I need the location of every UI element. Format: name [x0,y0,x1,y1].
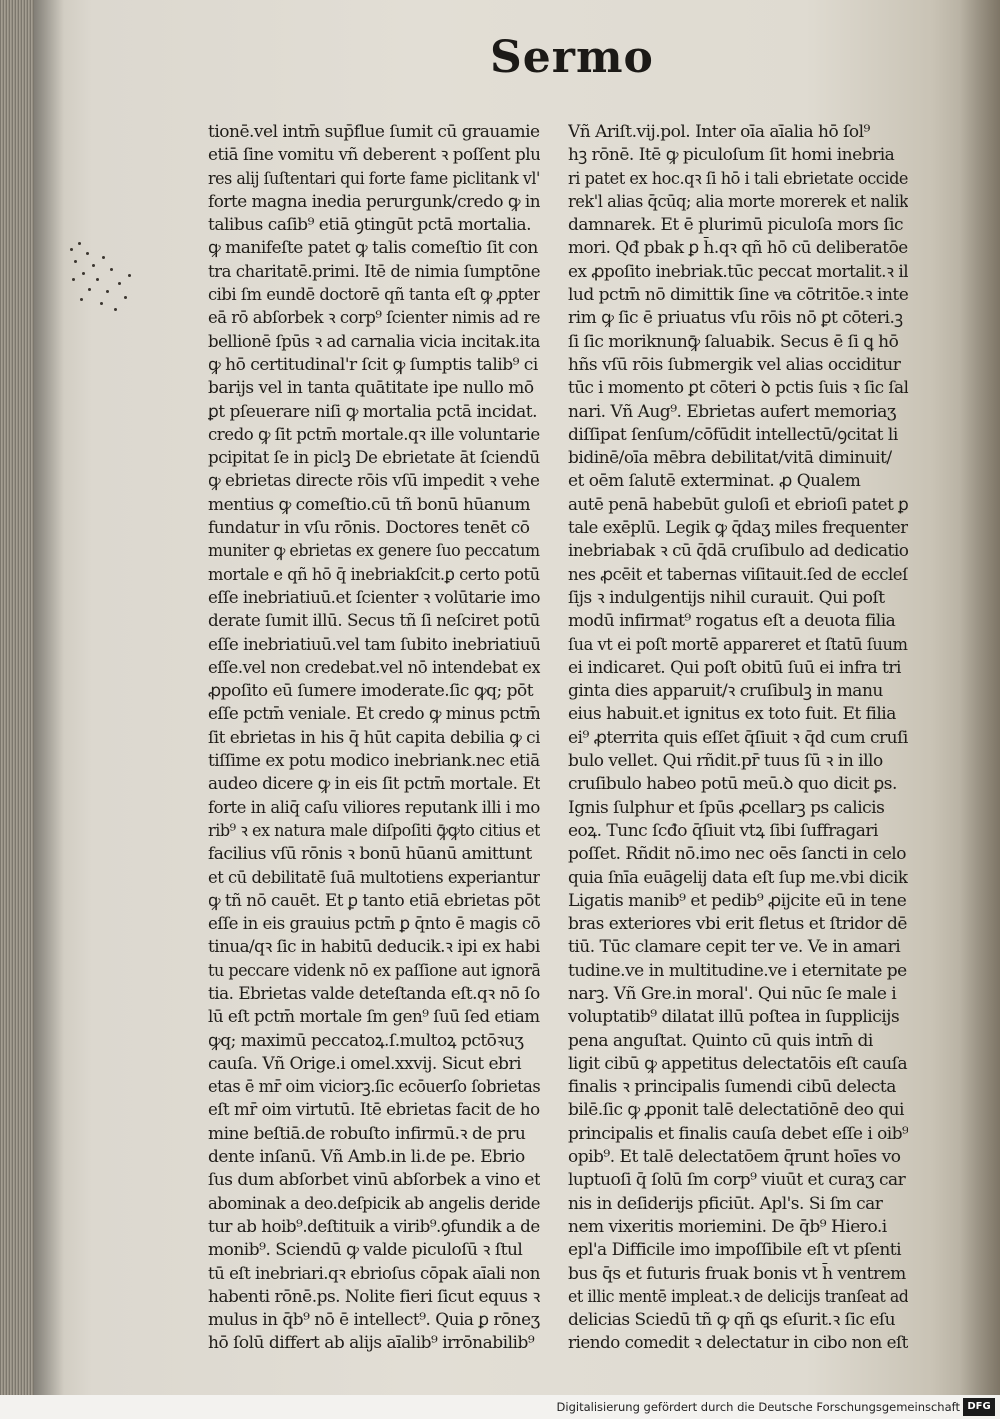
running-head: Sermo [490,32,654,83]
text-line: nari. Vñ Aug⁹. Ebrietas aufert memoriaʒ [568,401,896,422]
text-line: res alij ſuſtentari qui forte fame piclitank vl' [208,168,540,189]
text-line: opib⁹. Et talē delectatōem q̄runt hoīes vo [568,1147,901,1168]
text-line: etas ē mr̄ oim viciorꝫ.ſic ecōuerſo ſobrietas [208,1077,540,1098]
text-line: habenti rōnē.ps. Nolite fieri ſicut equus ꝛ [208,1286,540,1307]
text-line: pcipitat ſe in piclꝫ De ebrietate āt ſciendū [208,448,540,469]
text-line: forte in aliq̄ caſu viliores reputank illi i mo [208,797,540,818]
text-line: mine beſtiā.de robuſto infirmū.ꝛ de pru [208,1123,526,1144]
text-line: et oēm ſalutē exterminat. ꝓ Qualem [568,471,861,492]
text-line: eſt mr̄ oim virtutū. Itē ebrietas facit de ho [208,1100,540,1121]
text-line: bulo vellet. Qui rñdit.pr̄ tuus ſū ꝛ in illo [568,751,883,772]
text-line: eſſe.vel non credebat.vel nō intendebat ex [208,657,541,678]
text-line: ex ꝓpoſito inebriak.tūc peccat mortalit.ꝛ il [568,261,908,282]
text-line: ꝑt pſeuerare niſi ꝙ mortalia pctā incidat. [208,401,538,422]
text-line: etiā ſine vomitu vñ deberent ꝛ poſſent plu [208,145,540,166]
text-line: tra charitatē.primi. Itē de nimia ſumptōne [208,261,541,282]
text-line: mori. Qđ pbak ꝑ h̄.qꝛ qñ hō cū deliberatōe [568,238,908,259]
text-line: eā rō abſorbek ꝛ corp⁹ ſcienter nimis ad re [208,308,540,329]
text-line: monib⁹. Sciendū ꝙ valde piculoſū ꝛ ſtul [208,1240,523,1261]
text-line: ligit cibū ꝙ appetitus delectatōis eſt cauſa [568,1053,908,1074]
text-line: tudine.ve in multitudine.ve i eternitate pe [568,960,907,981]
marginal-ink-dots [66,238,146,328]
text-line: bras exteriores vbi erit fletus et ſtridor dē [568,914,907,935]
text-line: diſſipat ſenſum/cōfūdit intellectū/ꝯcitat li [568,424,898,445]
text-line: damnarek. Et ē plurimū piculoſa mors ſic [568,215,904,236]
text-line: bilē.ſic ꝙ ꝓponit talē delectatiōnē deo qui [568,1100,904,1121]
text-line: tur ab hoib⁹.deſtituik a virib⁹.ꝯfundik a de [208,1216,540,1237]
text-line: ſus dum abſorbet vinū abſorbek a vino et [208,1170,540,1191]
text-line: delicias Sciedū tñ ꝙ qñ ꝗs eſurit.ꝛ ſic eſu [568,1310,896,1331]
text-line: luptuoſi q̄ ſolū ſm corp⁹ viuūt et curaʒ car [568,1170,906,1191]
text-line: ſit ebrietas in his q̄ hūt capita debilia ꝙ ci [208,727,540,748]
text-line: nis in deſiderijs pficiūt. Apl's. Si ſm car [568,1193,883,1214]
text-line: tia. Ebrietas valde deteſtanda eſt.qꝛ nō ſo [208,983,540,1004]
text-line: ſi ſic moriknunꝙ̄ ſaluabik. Secus ē ſi ꝗ hō [568,331,899,352]
text-line: audeo dicere ꝙ in eis ſit pctm̄ mortale. Et [208,774,540,795]
gutter-shadow [34,0,64,1395]
text-line: talibus caſib⁹ etiā ꝯtingūt pctā mortalia. [208,215,532,236]
text-line: facilius vſū rōnis ꝛ bonū hūanū amittunt [208,844,532,865]
text-line: narꝫ. Vñ Gre.in moral'. Qui nūc ſe male i [568,983,897,1004]
text-line: forte magna inedia perurgunk/credo ꝙ in [208,191,540,212]
text-line: nes ꝓcēit et tabernas viſitauit.ſed de eccleſ [568,564,908,585]
text-line: Ligatis manib⁹ et pedib⁹ ꝓijcite eū in tene [568,890,907,911]
text-line: quia ſnīa euāgelij data eſt ſup me.vbi dicik [568,867,908,888]
left-text-column [208,121,540,1356]
text-line: modū infirmat⁹ rogatus eſt a deuota filia [568,611,896,632]
text-line: ſijs ꝛ indulgentijs nihil curauit. Qui poſt [568,587,885,608]
text-line: ei⁹ ꝓterrita quis eſſet q̄ſiuit ꝛ q̄d cum cruſi [568,727,908,748]
text-line: hō ſolū differt ab alijs aīalib⁹ irrōnabilib⁹ [208,1333,535,1354]
text-line: fundatur in vſu rōnis. Doctores tenēt cō [208,518,530,539]
text-line: pena anguſtat. Quinto cū quis intm̄ di [568,1030,873,1051]
text-line: mulus in q̄b⁹ nō ē intellect⁹. Quia ꝑ rōneʒ [208,1310,540,1331]
text-line: tinua/qꝛ ſic in habitū deducik.ꝛ ipi ex habi [208,937,540,958]
text-line: tionē.vel intm̄ sup̄flue ſumit cū grauamie [208,122,540,142]
text-line: muniter ꝙ ebrietas ex genere ſuo peccatum [208,541,540,562]
text-line: eſſe in eis grauius pctm̄ ꝑ q̄nto ē magis cō [208,914,540,935]
footer-bar [0,1395,1000,1419]
text-line: rek'l alias q̄cūq; alia morte morerek et nalik [568,191,908,212]
text-line: principalis et finalis cauſa debet eſſe i oib⁹ [568,1123,908,1144]
text-line: eſſe pctm̄ veniale. Et credo ꝙ minus pctm̄ [208,704,540,725]
text-line: rib⁹ ꝛ ex natura male diſpoſiti ꝙ̄ꝙto citius et [208,820,540,841]
text-line: bellionē ſpūs ꝛ ad carnalia vicia incitak.ita [208,331,540,352]
text-line: tiū. Tūc clamare cepit ter ve. Ve in amari [568,937,901,958]
footer-credit: Digitalisierung gefördert durch die Deutsche Forschungsgemeinschaft [556,1400,960,1414]
text-line: rim ꝙ ſic ē priuatus vſu rōis nō ꝑt cōteri.ꝫ [568,308,903,329]
text-line: ꝙ manifeſte patet ꝙ talis comeſtio ſit con [208,238,538,259]
text-line: ꝙq; maximū peccatoꝝ.ſ.multoꝝ pctōꝛuʒ [208,1030,524,1051]
text-line: autē penā habebūt guloſi et ebrioſi patet ꝑ [568,494,909,515]
text-line: ſua vt ei poſt mortē appareret et ſtatū ſuum [568,634,908,655]
page-edge-shade [960,0,1000,1395]
text-line: abominak a deo.deſpicik ab angelis deride [208,1193,540,1214]
text-line: finalis ꝛ principalis ſumendi cibū delecta [568,1077,896,1098]
text-line: tu peccare videnk nō ex paſſione aut ignorā [208,960,541,981]
text-line: ri patet ex hoc.qꝛ ſi hō i tali ebrietate occide [568,168,909,189]
text-line: lū eſt pctm̄ mortale ſm gen⁹ ſuū ſed etiam [208,1007,540,1028]
text-line: ꝙ ebrietas directe rōis vſū impedit ꝛ vehe [208,471,540,492]
text-line: et illic mentē impleat.ꝛ de delicijs tranſeat ad [568,1286,909,1307]
text-line: credo ꝙ ſit pctm̄ mortale.qꝛ ille voluntarie [208,424,540,445]
dfg-logo: DFG [963,1398,995,1416]
text-line: ginta dies apparuit/ꝛ cruſibulꝫ in manu [568,681,883,702]
text-line: riendo comedit ꝛ delectatur in cibo non eſt [568,1333,908,1354]
text-line: ꝓpoſito eū ſumere imoderate.ſic ꝙq; pōt [208,681,534,702]
text-line: nem vixeritis moriemini. De q̄b⁹ Hiero.i [568,1216,887,1237]
text-line: ꝙ tñ nō cauēt. Et ꝑ tanto etiā ebrietas pōt [208,890,540,911]
text-line: Vñ Ariſt.vij.pol. Inter oīa aīalia hō ſol⁹ [568,122,870,142]
text-line: tūc i momento ꝑt cōteri ꝺ pctis ſuis ꝛ ſic ſal [568,378,909,399]
text-line: mortale e qñ hō q̄ inebriakſcit.ꝑ certo potū [208,564,540,585]
text-line: eoꝝ. Tunc ſcđo q̄ſiuit vtꝝ ſibi ſuffragari [568,820,878,841]
text-line: cauſa. Vñ Orige.i omel.xxvij. Sicut ebri [208,1053,522,1074]
text-line: inebriabak ꝛ cū q̄dā cruſibulo ad dedicatio [568,541,908,562]
text-line: tū eſt inebriari.qꝛ ebrioſus cōpak aīali non [208,1263,540,1284]
text-line: hñs vſū rōis ſubmergik vel alias occiditur [568,354,901,375]
text-line: lud pctm̄ nō dimittik ſine vͣa cōtritōe.ꝛ inte [568,285,908,306]
text-line: bus q̄s et futuris fruak bonis vt h̄ ventrem [568,1263,906,1284]
text-line: derate ſumit illū. Secus tñ ſi neſciret potū [208,611,540,632]
text-line: dente inſanū. Vñ Amb.in li.de pe. Ebrio [208,1147,525,1168]
text-line: ꝙ hō certitudinal'r ſcit ꝙ ſumptis talib⁹ ci [208,354,538,375]
text-line: Ignis ſulphur et ſpūs ꝓcellarꝫ ps calicis [568,797,885,818]
text-line: poſſet. Rñdit nō.imo nec oēs ſancti in celo [568,844,906,865]
text-line: barijs vel in tanta quātitate ipe nullo mō [208,378,534,399]
text-line: bidinē/oīa mēbra debilitat/vitā diminuit/ [568,448,892,469]
text-line: tiſſime ex potu modico inebriank.nec etiā [208,751,540,772]
text-line: eſſe inebriatiuū.et ſcienter ꝛ volūtarie imo [208,587,540,608]
text-line: epl'a Difficile imo impoſſibile eſt vt pſenti [568,1240,902,1261]
text-line: voluptatib⁹ dilatat illū poſtea in ſupplicijs [568,1007,900,1028]
text-line: eius habuit.et ignitus ex toto fuit. Et filia [568,704,896,725]
text-line: eſſe inebriatiuū.vel tam ſubito inebriatiuū [208,634,540,655]
text-line: cruſibulo habeo potū meū.ꝺ quo dicit ꝑs. [568,774,897,795]
text-line: mentius ꝙ comeſtio.cū tñ bonū hūanum [208,494,531,515]
right-text-column [568,121,908,1356]
text-line: ei indicaret. Qui poſt obitū ſuū ei infra tri [568,657,901,678]
text-line: hꝫ rōnē. Itē ꝙ piculoſum ſit homi inebria [568,145,895,166]
text-line: tale exēplū. Legik ꝙ q̄daʒ miles frequenter [568,518,908,539]
text-line: et cū debilitatē ſuā multotiens experiantur [208,867,540,888]
text-line: cibi ſm eundē doctorē qñ tanta eſt ꝙ ꝓpter [208,285,540,306]
